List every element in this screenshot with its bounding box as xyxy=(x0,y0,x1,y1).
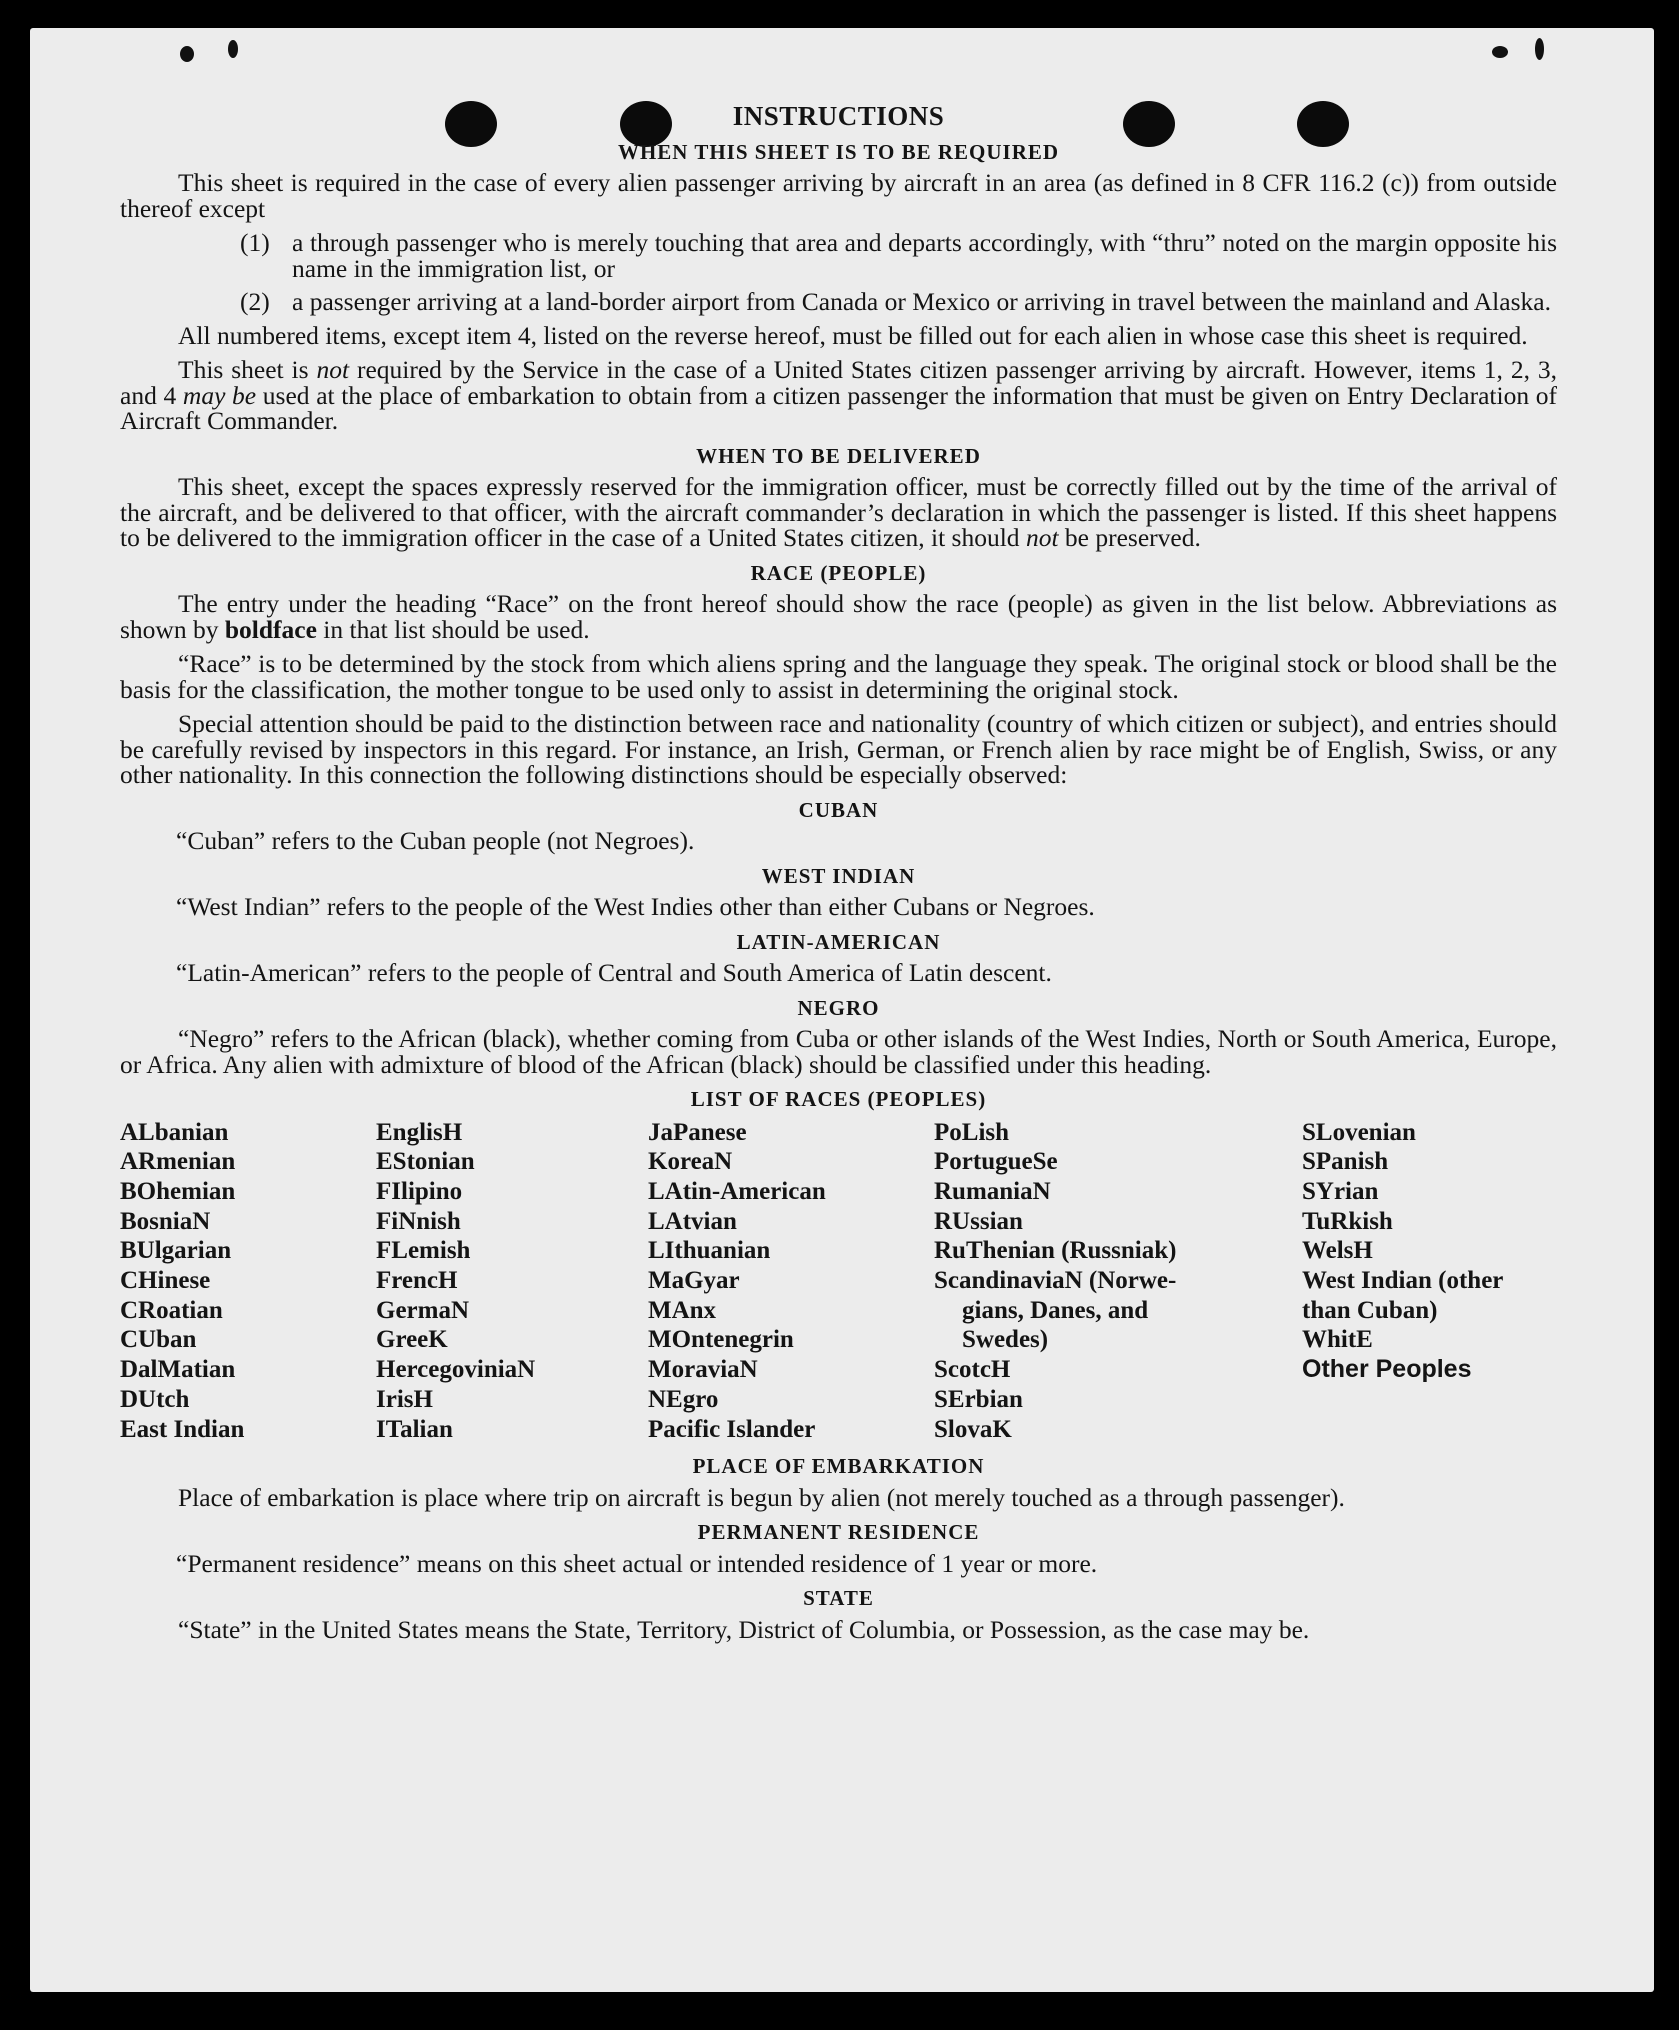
race-entry: GermaN xyxy=(376,1296,470,1324)
race-entry: CHinese xyxy=(120,1267,211,1295)
race-entry: NEgro xyxy=(648,1385,719,1413)
text-span: not xyxy=(316,355,350,384)
race-entry: ScotcH xyxy=(934,1356,1011,1384)
race-entry: IrisH xyxy=(376,1385,433,1413)
race-entry: MoraviaN xyxy=(648,1356,758,1384)
heading-list-of-races: LIST OF RACES (PEOPLES) xyxy=(690,1087,987,1111)
speck xyxy=(1535,38,1544,60)
race-entry: FIlipino xyxy=(376,1177,463,1205)
race-entry-continued: Swedes) xyxy=(962,1326,1049,1354)
heading-west-indian: WEST INDIAN xyxy=(761,863,916,888)
race-entry: RUssian xyxy=(934,1207,1023,1235)
speck xyxy=(1492,46,1508,58)
instructions-content xyxy=(120,100,1557,1651)
text-span: in that list should be used. xyxy=(316,614,590,644)
race-entry: ALbanian xyxy=(120,1118,229,1146)
paragraph-delivered xyxy=(120,474,1557,551)
text-span: may be xyxy=(182,380,257,410)
race-entry: FLemish xyxy=(376,1237,471,1265)
race-entry: EnglisH xyxy=(376,1118,463,1146)
race-entry: TuRkish xyxy=(1302,1207,1393,1235)
race-entry: PoLish xyxy=(934,1118,1010,1146)
race-entry: MAnx xyxy=(648,1296,717,1324)
heading-when-required: WHEN THIS SHEET IS TO BE REQUIRED xyxy=(617,139,1060,164)
paragraph-embarkation: Place of embarkation is place where trip on aircraft is begun by alien (not merely touched as a through passenger). xyxy=(178,1482,1345,1512)
race-entry: LAtvian xyxy=(648,1207,737,1235)
exception-item-1 xyxy=(240,230,1557,281)
races-list xyxy=(120,1118,1557,1445)
race-entry: WelsH xyxy=(1302,1237,1373,1265)
race-entry: SLovenian xyxy=(1302,1118,1416,1146)
race-entry: BOhemian xyxy=(120,1177,236,1205)
race-entry: HercegoviniaN xyxy=(376,1356,536,1384)
race-entry: RuThenian (Russniak) xyxy=(934,1237,1177,1265)
race-entry-other-peoples: Other Peoples xyxy=(1302,1355,1472,1384)
paragraph-race-1 xyxy=(120,591,1557,642)
page-title: INSTRUCTIONS xyxy=(732,101,945,131)
item-text: a passenger arriving at a land-border airport from Canada or Mexico or arriving in travel between the mainland and Alaska. xyxy=(292,287,1551,316)
race-entry: MaGyar xyxy=(648,1267,740,1295)
race-entry: PortugueSe xyxy=(934,1148,1058,1176)
races-column-4 xyxy=(934,1118,1302,1445)
heading-latin-american: LATIN-AMERICAN xyxy=(736,929,941,954)
paragraph-permanent-residence: “Permanent residence” means on this sheet actual or intended residence of 1 year or more. xyxy=(176,1548,1098,1578)
speck xyxy=(180,46,194,62)
race-entry: GreeK xyxy=(376,1326,448,1354)
exception-item-2 xyxy=(240,289,1557,315)
race-entry: SPanish xyxy=(1302,1148,1389,1176)
speck xyxy=(228,40,238,58)
race-entry: MOntenegrin xyxy=(648,1326,794,1354)
race-entry: LIthuanian xyxy=(648,1237,771,1265)
races-column-3 xyxy=(648,1118,934,1445)
race-entry: KoreaN xyxy=(648,1148,733,1176)
race-entry: EStonian xyxy=(376,1148,475,1176)
races-column-1 xyxy=(120,1118,376,1445)
race-entry: ARmenian xyxy=(120,1148,236,1176)
races-column-2 xyxy=(376,1118,648,1445)
race-entry: ScandinaviaN (Norwe- xyxy=(934,1267,1177,1295)
heading-permanent-residence: PERMANENT RESIDENCE xyxy=(697,1520,980,1545)
heading-embarkation: PLACE OF EMBARKATION xyxy=(692,1454,985,1479)
race-entry: SYrian xyxy=(1302,1177,1379,1205)
race-entry: Pacific Islander xyxy=(648,1415,816,1443)
heading-negro: NEGRO xyxy=(797,995,880,1020)
paragraph-cuban: “Cuban” refers to the Cuban people (not Negroes). xyxy=(176,826,695,855)
race-entry: CRoatian xyxy=(120,1296,223,1324)
race-entry: FiNnish xyxy=(376,1207,461,1235)
race-entry: West Indian (other xyxy=(1302,1267,1504,1295)
text-span: not xyxy=(1025,523,1059,552)
paragraph-race-3: Special attention should be paid to the distinction between race and nationality (country of which citizen or subject), and entries should be carefully revised by inspectors in this regard. For instance, an Irish, German, or French alien by race might be of English, Swiss, or any other nationality. In this connection the following distinctions should be especially observed: xyxy=(120,709,1557,789)
race-entry: ITalian xyxy=(376,1415,453,1443)
race-entry: FrencH xyxy=(376,1267,458,1295)
paragraph-state: “State” in the United States means the State, Territory, District of Columbia, or Possession, as the case may be. xyxy=(178,1614,1310,1644)
text-span: This sheet is xyxy=(178,355,317,384)
heading-race: RACE (PEOPLE) xyxy=(750,560,927,585)
heading-when-delivered: WHEN TO BE DELIVERED xyxy=(696,443,981,468)
text-span: required by the Service in the case of a United States citizen passenger arriving by aircraft. However, items 1, 2, 3, and 4 xyxy=(120,355,1557,410)
text-span: be preserved. xyxy=(1058,523,1201,552)
paragraph-citizen xyxy=(120,357,1557,434)
paragraph-west-indian: “West Indian” refers to the people of the West Indies other than either Cubans or Negroes. xyxy=(176,892,1095,921)
text-span: boldface xyxy=(224,614,317,644)
paragraph-latin-american: “Latin-American” refers to the people of Central and South America of Latin descent. xyxy=(176,958,1052,987)
paragraph-race-2: “Race” is to be determined by the stock from which aliens spring and the language they speak. The original stock or blood shall be the basis for the classification, the mother tongue to be used only to assist in determining the original stock. xyxy=(120,649,1557,704)
race-entry: SlovaK xyxy=(934,1415,1012,1443)
race-entry: CUban xyxy=(120,1326,197,1354)
paragraph-negro: “Negro” refers to the African (black), whether coming from Cuba or other islands of the West Indies, North or South America, Europe, or Africa. Any alien with admixture of blood of the African (black) should be classified under this heading. xyxy=(120,1024,1557,1079)
race-entry: RumaniaN xyxy=(934,1177,1051,1205)
heading-state: STATE xyxy=(803,1586,874,1611)
race-entry: DUtch xyxy=(120,1385,190,1413)
race-entry: East Indian xyxy=(120,1415,245,1443)
heading-cuban: CUBAN xyxy=(798,797,879,822)
paragraph-required-intro: This sheet is required in the case of every alien passenger arriving by aircraft in an area (as defined in 8 CFR 116.2 (c)) from outside thereof except xyxy=(120,168,1557,223)
item-number: (1) xyxy=(240,228,270,257)
race-entry: BUlgarian xyxy=(120,1237,232,1265)
item-text: a through passenger who is merely touching that area and departs accordingly, with “thru” noted on the margin opposite his name in the immigration list, or xyxy=(292,228,1557,283)
race-entry: SErbian xyxy=(934,1385,1023,1413)
paragraph-numbered-items: All numbered items, except item 4, listed on the reverse hereof, must be filled out for each alien in whose case this sheet is required. xyxy=(178,320,1528,350)
item-number: (2) xyxy=(240,287,270,316)
race-entry-continued: than Cuban) xyxy=(1302,1296,1438,1324)
race-entry: LAtin-American xyxy=(648,1177,826,1205)
race-entry-continued: gians, Danes, and xyxy=(962,1296,1149,1324)
race-entry: JaPanese xyxy=(648,1118,747,1146)
races-column-5 xyxy=(1302,1118,1557,1445)
text-span: The entry under the heading “Race” on the front hereof should show the race (people) as given in the list below. Abbreviations as shown by xyxy=(120,589,1557,644)
race-entry: BosniaN xyxy=(120,1207,211,1235)
text-span: used at the place of embarkation to obtain from a citizen passenger the information that must be given on Entry Declaration of Aircraft Commander. xyxy=(120,380,1557,435)
race-entry: DalMatian xyxy=(120,1356,236,1384)
race-entry: WhitE xyxy=(1302,1326,1373,1354)
text-span: This sheet, except the spaces expressly reserved for the immigration officer, must be correctly filled out by the time of the arrival of the aircraft, and be delivered to that officer, with the aircraft commander’s declaration in which the passenger is listed. If this sheet happens to be delivered to the immigration officer in the case of a United States citizen, it should xyxy=(120,472,1557,552)
